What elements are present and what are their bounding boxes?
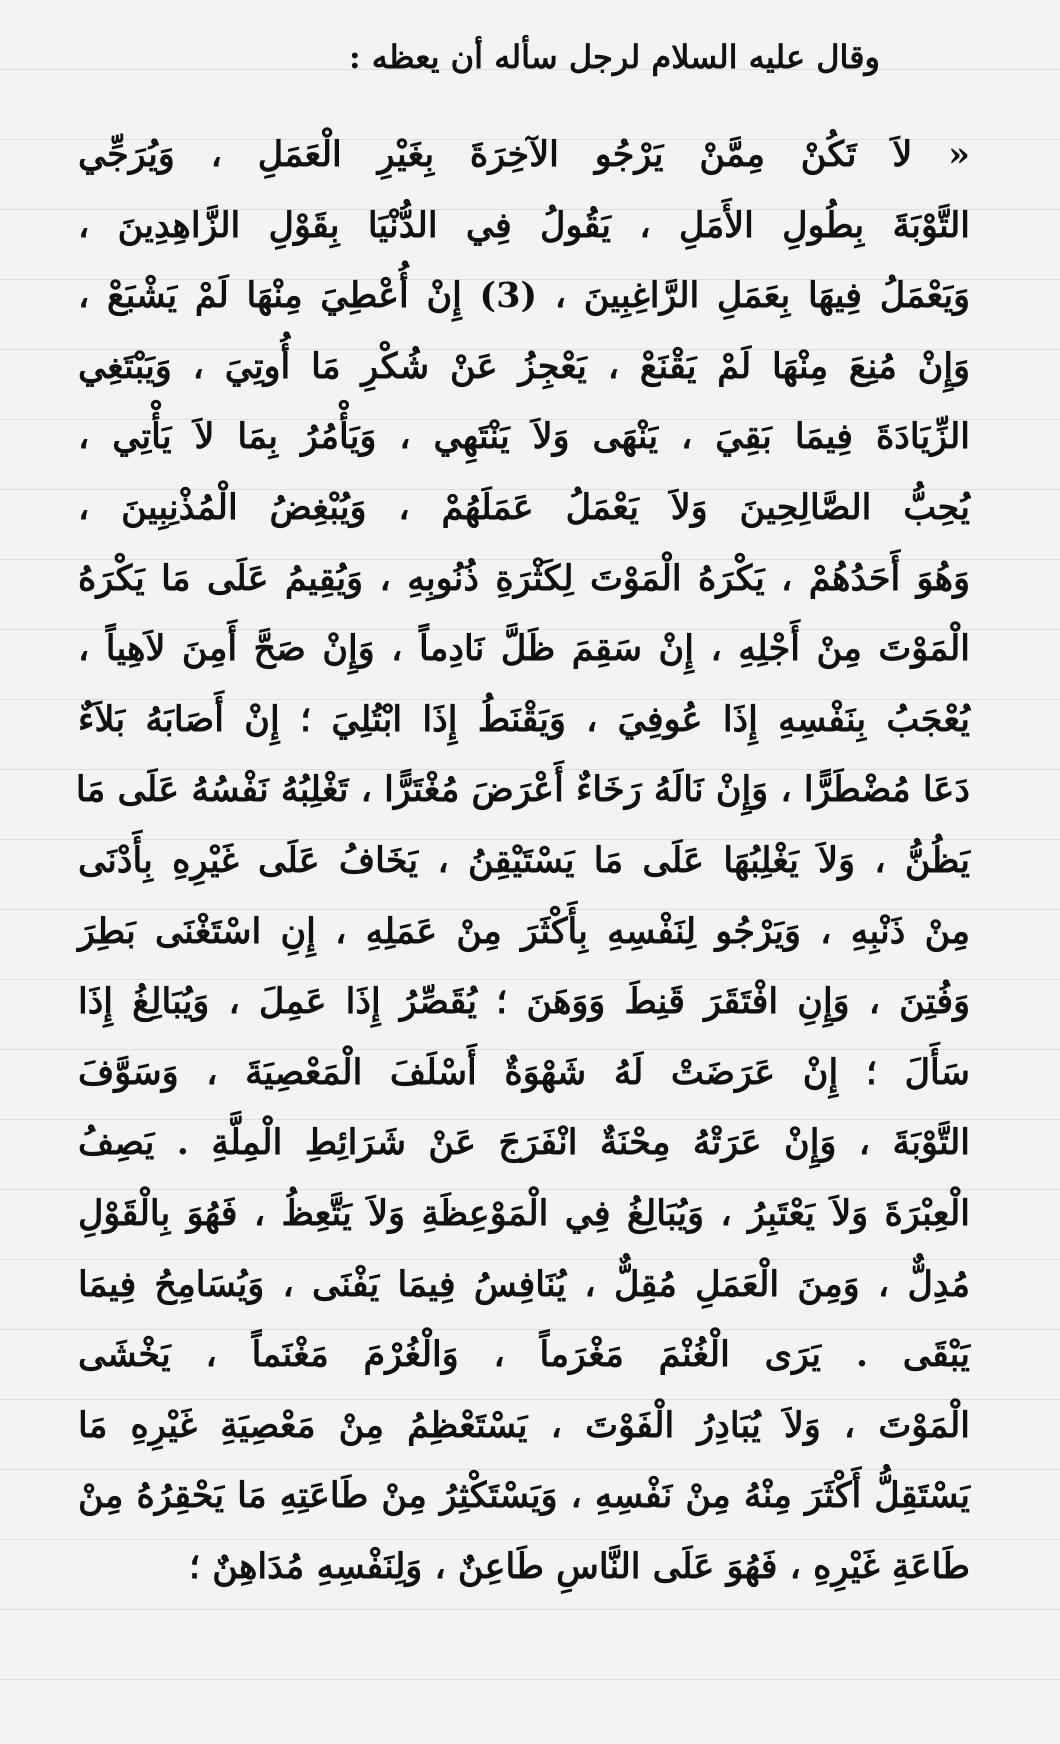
text-line: يَسْتَقِلُّ أَكْثَرَ مِنْهُ مِنْ نَفْسِهِ ، وَيَسْتَكْثِرُ مِنْ طَاعَتِهِ مَا يَحْقِرُهُ مِنْ xyxy=(78,1475,970,1517)
text-line: « لاَ تَكُنْ مِمَّنْ يَرْجُو الآخِرَةَ بِغَيْرِ الْعَمَلِ ، وَيُرَجِّي xyxy=(78,134,970,175)
text-line: مِنْ ذَنْبِهِ ، وَيَرْجُو لِنَفْسِهِ بِأَكْثَرَ مِنْ عَمَلِهِ ، إِنِ اسْتَغْنَى بَطِرَ xyxy=(78,910,970,952)
text-line: سَأَلَ ؛ إِنْ عَرَضَتْ لَهُ شَهْوَةٌ أَسْلَفَ الْمَعْصِيَةَ ، وَسَوَّفَ xyxy=(78,1051,970,1093)
text-line: طَاعَةِ غَيْرِهِ ، فَهُوَ عَلَى النَّاسِ طَاعِنٌ ، وَلِنَفْسِهِ مُدَاهِنٌ ؛ xyxy=(189,1545,970,1587)
text-line: الزِّيَادَةَ فِيمَا بَقِيَ ، يَنْهَى وَلاَ يَنْتَهِي ، وَيَأْمُرُ بِمَا لاَ يَأْتِي ، xyxy=(78,416,970,458)
text-line: يُحِبُّ الصَّالِحِينَ وَلاَ يَعْمَلُ عَمَلَهُمْ ، وَيُبْغِضُ الْمُذْنِبِينَ ، xyxy=(78,486,970,528)
text-line: الْمَوْتَ مِنْ أَجْلِهِ ، إِنْ سَقِمَ ظَلَّ نَادِماً ، وَإِنْ صَحَّ أَمِنَ لاَهِياً ، xyxy=(78,628,970,670)
section-heading: وقال عليه السلام لرجل سأله أن يعظه : xyxy=(348,38,880,76)
text-line: يُعْجَبُ بِنَفْسِهِ إِذَا عُوفِيَ ، وَيَقْنَطُ إِذَا ابْتُلِيَ ؛ إِنْ أَصَابَهُ بَلاَءٌ xyxy=(78,698,970,740)
text-line: دَعَا مُضْطَرًّا ، وَإِنْ نَالَهُ رَخَاءٌ أَعْرَضَ مُغْتَرًّا ، تَغْلِبُهُ نَفْسُهُ عَلَى مَا xyxy=(75,769,970,811)
text-line: يَظُنُّ ، وَلاَ يَغْلِبُهَا عَلَى مَا يَسْتَيْقِنُ ، يَخَافُ عَلَى غَيْرِهِ بِأَدْنَى xyxy=(78,839,970,881)
text-line: وَيَعْمَلُ فِيهَا بِعَمَلِ الرَّاغِبِينَ ، (3) إِنْ أُعْطِيَ مِنْهَا لَمْ يَشْبَعْ ، xyxy=(78,275,970,317)
text-line: وَفُتِنَ ، وَإِنِ افْتَقَرَ قَنِطَ وَوَهَنَ ؛ يُقَصِّرُ إِذَا عَمِلَ ، وَيُبَالِغُ إِذَا xyxy=(78,981,970,1023)
text-line: التَّوْبَةَ بِطُولِ الأَمَلِ ، يَقُولُ فِي الدُّنْيَا بِقَوْلِ الزَّاهِدِينَ ، xyxy=(78,204,970,246)
text-line: وَإِنْ مُنِعَ مِنْهَا لَمْ يَقْنَعْ ، يَعْجِزُ عَنْ شُكْرِ مَا أُوتِيَ ، وَيَبْتَغِي xyxy=(78,345,970,387)
text-line: يَبْقَى . يَرَى الْغُنْمَ مَغْرَماً ، وَالْغُرْمَ مَغْنَماً ، يَخْشَى xyxy=(78,1334,970,1376)
text-line: الْعِبْرَةَ وَلاَ يَعْتَبِرُ ، وَيُبَالِغُ فِي الْمَوْعِظَةِ وَلاَ يَتَّعِظُ ، فَهُوَ بِالْقَوْلِ xyxy=(78,1192,970,1234)
text-line: مُدِلٌّ ، وَمِنَ الْعَمَلِ مُقِلٌّ ، يُنَافِسُ فِيمَا يَفْنَى ، وَيُسَامِحُ فِيمَا xyxy=(78,1263,970,1305)
text-line: التَّوْبَةَ ، وَإِنْ عَرَتْهُ مِحْنَةٌ انْفَرَجَ عَنْ شَرَائِطِ الْمِلَّةِ . يَصِفُ xyxy=(78,1122,970,1164)
text-line: الْمَوْتَ ، وَلاَ يُبَادِرُ الْفَوْتَ ، يَسْتَعْظِمُ مِنْ مَعْصِيَةِ غَيْرِهِ مَا xyxy=(78,1404,971,1446)
body-text xyxy=(75,120,971,1602)
text-line: وَهُوَ أَحَدُهُمْ ، يَكْرَهُ الْمَوْتَ لِكَثْرَةِ ذُنُوبِهِ ، وَيُقِيمُ عَلَى مَا يَكْرَهُ xyxy=(78,557,971,599)
